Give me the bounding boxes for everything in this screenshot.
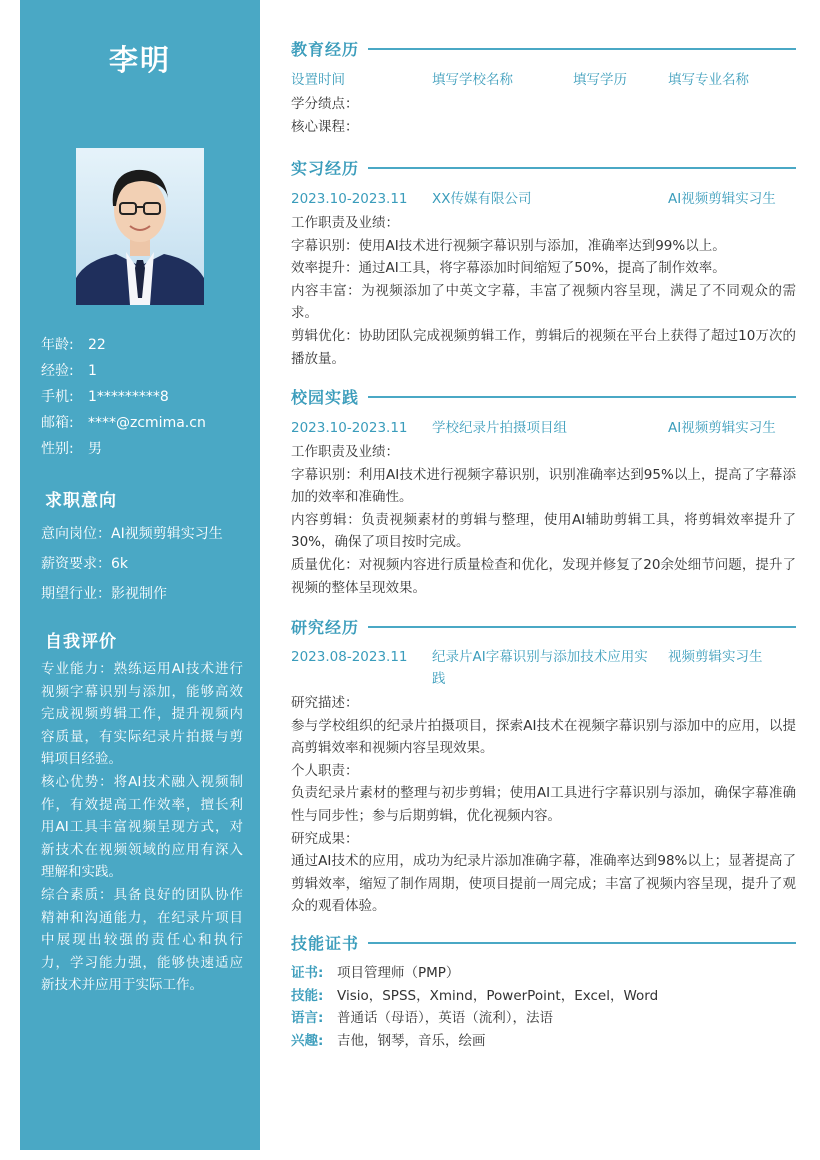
intent-industry: 期望行业：影视制作 (41, 586, 167, 602)
skill-tools: 技能: Visio，SPSS，Xmind，PowerPoint，Excel，Word (291, 987, 659, 1004)
edu-time: 设置时间 (291, 72, 345, 88)
detail-line: 内容丰富：为视频添加了中英文字幕，丰富了视频内容呈现，满足了不同观众的需求。 (291, 282, 796, 322)
detail-line: 个人职责： (291, 762, 359, 779)
campus-role: AI视频剪辑实习生 (668, 420, 776, 436)
edu-courses: 核心课程： (291, 118, 359, 135)
eval-paragraph: 核心优势：将AI技术融入视频制作，有效提高工作效率，擅长利用AI工具丰富视频呈现方式，对新技术在视频领域的应用有深入理解和实践。 (41, 773, 243, 881)
personal-info (41, 335, 251, 465)
section-divider (368, 48, 796, 50)
internship-details (291, 212, 796, 370)
detail-line: 工作职责及业绩： (291, 444, 399, 460)
info-age: 年龄: 22 (41, 337, 106, 353)
info-email: 邮箱: ****@zcmima.cn (41, 415, 206, 431)
portrait-image (76, 148, 204, 305)
section-title: 校园实践 (291, 387, 360, 407)
edu-gpa: 学分绩点： (291, 96, 359, 112)
section-education (291, 36, 796, 60)
eval-paragraph: 综合素质：具备良好的团队协作精神和沟通能力，在纪录片项目中展现出较强的责任心和执行力，学习能力强，能够快速适应新技术并应用于实际工作。 (41, 886, 243, 994)
skill-languages: 语言: 普通话（母语），英语（流利），法语 (291, 1010, 553, 1026)
detail-line: 质量优化：对视频内容进行质量检查和优化，发现并修复了20余处细节问题，提升了视频的整体呈现效果。 (291, 556, 796, 596)
intent-position: 意向岗位：AI视频剪辑实习生 (41, 526, 223, 542)
intent-title: 求职意向 (45, 491, 117, 511)
research-time: 2023.08-2023.11 (291, 649, 408, 665)
job-intent (41, 524, 251, 614)
candidate-name: 李明 (108, 43, 171, 77)
skill-certificate: 证书: 项目管理师（PMP） (291, 965, 460, 981)
section-title: 研究经历 (291, 617, 360, 637)
detail-line: 效率提升：通过AI工具，将字幕添加时间缩短了50%，提高了制作效率。 (291, 260, 726, 277)
research-header-row (291, 646, 796, 690)
section-divider (368, 396, 796, 398)
detail-line: 参与学校组织的纪录片拍摄项目，探索AI技术在视频字幕识别与添加中的应用，以提高剪辑效率和视频内容呈现效果。 (291, 717, 796, 757)
campus-org: 学校纪录片拍摄项目组 (432, 420, 567, 436)
eval-paragraph: 专业能力：熟练运用AI技术进行视频字幕识别与添加，能够高效完成视频剪辑工作，提升视频内容质量，有实际纪录片拍摄与剪辑项目经验。 (41, 661, 243, 768)
intent-salary: 薪资要求：6k (41, 556, 129, 572)
education-details (291, 93, 796, 138)
section-divider (368, 942, 796, 944)
section-divider (368, 626, 796, 628)
info-gender: 性别: 男 (41, 441, 102, 457)
section-title: 技能证书 (291, 933, 360, 953)
self-eval-title: 自我评价 (45, 632, 117, 652)
section-skills (291, 930, 796, 954)
detail-line: 通过AI技术的应用，成功为纪录片添加准确字幕，准确率达到98%以上；显著提高了剪辑效率，缩短了制作周期，使项目提前一周完成；丰富了视频内容呈现，提升了观众的观看体验。 (291, 853, 796, 915)
research-details (291, 692, 796, 918)
intern-company: XX传媒有限公司 (432, 191, 532, 207)
self-evaluation (41, 658, 243, 997)
section-title: 教育经历 (291, 39, 360, 59)
intern-role: AI视频剪辑实习生 (668, 191, 776, 207)
detail-line: 负责纪录片素材的整理与初步剪辑；使用AI工具进行字幕识别与添加，确保字幕准确性与同步性；参与后期剪辑，优化视频内容。 (291, 785, 796, 824)
education-header-row (291, 69, 796, 91)
section-research (291, 614, 796, 638)
section-campus (291, 384, 796, 408)
intern-time: 2023.10-2023.11 (291, 191, 408, 207)
detail-line: 研究成果： (291, 830, 359, 847)
profile-photo (76, 148, 204, 305)
detail-line: 内容剪辑：负责视频素材的剪辑与整理，使用AI辅助剪辑工具，将剪辑效率提升了30%，确保了项目按时完成。 (291, 511, 796, 551)
section-title: 实习经历 (291, 158, 360, 178)
detail-line: 字幕识别：利用AI技术进行视频字幕识别，识别准确率达到95%以上，提高了字幕添加的效率和准确性。 (291, 466, 796, 506)
detail-line: 剪辑优化：协助团队完成视频剪辑工作，剪辑后的视频在平台上获得了超过10万次的播放量。 (291, 327, 796, 367)
campus-header-row (291, 417, 796, 439)
edu-major: 填写专业名称 (668, 72, 749, 88)
info-experience: 经验: 1 (41, 363, 97, 379)
section-internship (291, 155, 796, 179)
section-divider (368, 167, 796, 169)
edu-school: 填写学校名称 (432, 72, 513, 88)
research-project: 纪录片AI字幕识别与添加技术应用实践 (432, 649, 648, 687)
sidebar (20, 0, 260, 1150)
detail-line: 字幕识别：使用AI技术进行视频字幕识别与添加，准确率达到99%以上。 (291, 237, 726, 254)
edu-degree: 填写学历 (573, 72, 627, 88)
internship-header-row (291, 188, 796, 210)
campus-details (291, 441, 796, 599)
detail-line: 研究描述： (291, 695, 359, 711)
info-phone: 手机: 1*********8 (41, 389, 169, 405)
research-role: 视频剪辑实习生 (668, 649, 763, 665)
skill-interests: 兴趣: 吉他，钢琴，音乐，绘画 (291, 1032, 486, 1049)
detail-line: 工作职责及业绩： (291, 215, 399, 231)
campus-time: 2023.10-2023.11 (291, 420, 408, 436)
skills-list (291, 962, 796, 1052)
